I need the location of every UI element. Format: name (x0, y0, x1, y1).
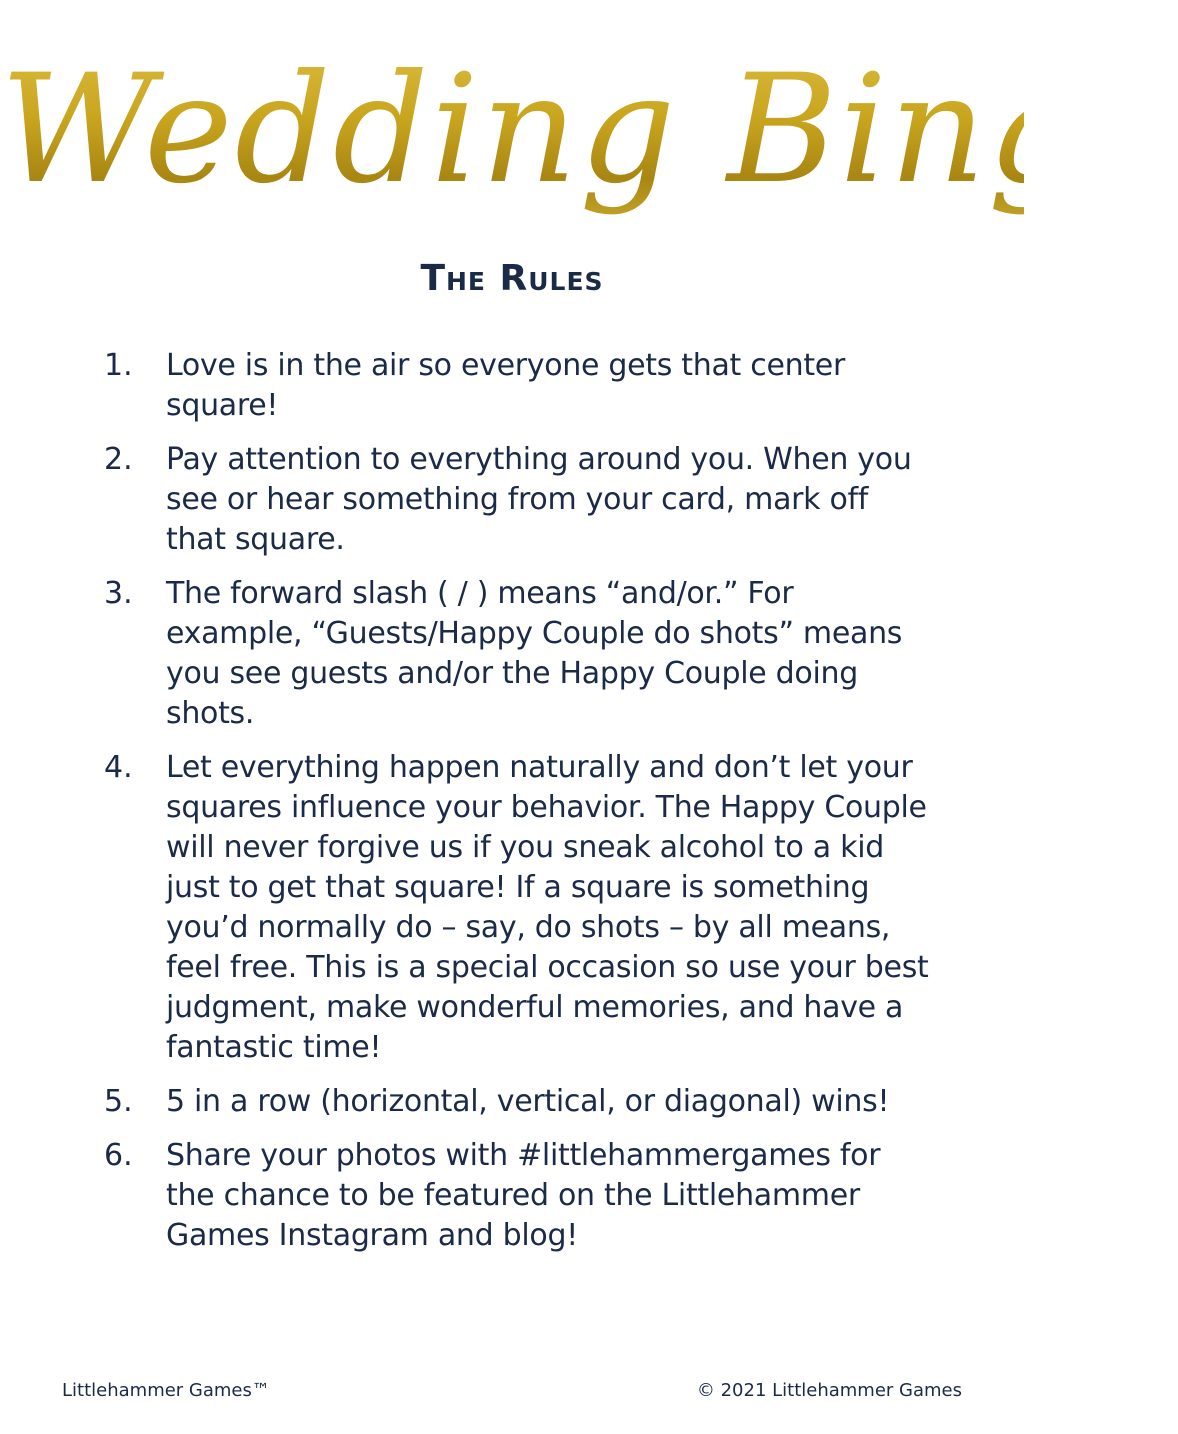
rule-number: 5. (104, 1084, 133, 1119)
rule-text: The forward slash ( / ) means “and/or.” For example, “Guests/Happy Couple do shots” means you see guests and/or the Happy Couple doing shots. (166, 576, 903, 731)
page-title: Wedding Bingo (0, 10, 1024, 250)
rule-number: 6. (104, 1138, 133, 1173)
rule-text: Love is in the air so everyone gets that center square! (166, 348, 845, 423)
rule-number: 4. (104, 750, 133, 785)
rule-number: 2. (104, 442, 133, 477)
rule-item (104, 1136, 934, 1256)
rule-item (104, 748, 934, 1068)
footer-brand: Littlehammer Games™ (62, 1380, 270, 1401)
rule-number: 3. (104, 576, 133, 611)
rule-text: Pay attention to everything around you. When you see or hear something from your card, mark off that square. (166, 442, 912, 557)
rules-heading: The Rules (420, 258, 604, 299)
rule-item (104, 1082, 934, 1122)
rules-list (104, 346, 934, 1270)
rule-item (104, 440, 934, 560)
footer-copyright: © 2021 Littlehammer Games (696, 1380, 962, 1401)
rule-item (104, 346, 934, 426)
rule-text: Let everything happen naturally and don’t let your squares influence your behavior. The Happy Couple will never forgive us if you sneak alcohol to a kid just to get that square! If a square is something you’d normally do – say, do shots – by all means, feel free. This is a special occasion so use your best judgment, make wonderful memories, and have a fantastic time! (166, 750, 929, 1065)
rule-number: 1. (104, 348, 133, 383)
rule-item (104, 574, 934, 734)
rule-text: 5 in a row (horizontal, vertical, or diagonal) wins! (166, 1084, 890, 1119)
rule-text: Share your photos with #littlehammergames for the chance to be featured on the Littlehammer Games Instagram and blog! (166, 1138, 881, 1253)
